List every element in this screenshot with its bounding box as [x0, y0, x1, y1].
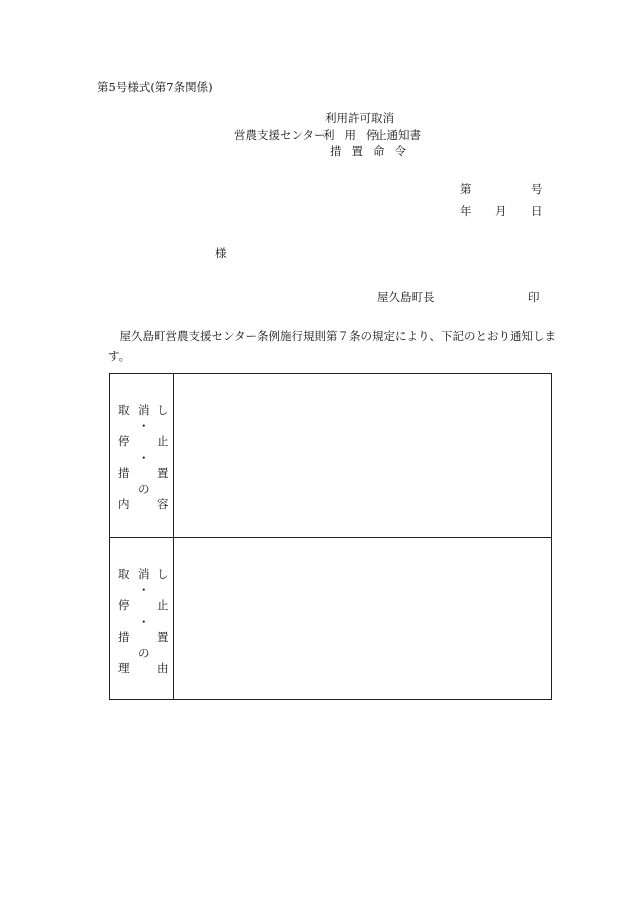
label-char: 消 [138, 567, 150, 581]
table-row [110, 538, 551, 700]
label-cell [110, 538, 174, 700]
label-dot: ・ [138, 419, 150, 433]
title-bottom-char: 置 [351, 144, 363, 158]
title-word: 用 [344, 128, 356, 142]
content-cell[interactable] [175, 538, 551, 700]
title-word: 停 [366, 128, 378, 142]
label-char: 措 [118, 630, 130, 644]
number-go: 号 [531, 182, 543, 196]
title-suffix: 止通知書 [375, 128, 421, 142]
details-table [109, 373, 552, 700]
label-char: 理 [118, 661, 130, 675]
label-char: 置 [157, 466, 169, 480]
label-char: 止 [157, 434, 169, 448]
form-number: 第5号様式(第7条関係) [97, 80, 213, 94]
label-char: 置 [157, 630, 169, 644]
label-cell [110, 374, 174, 537]
title-bottom-char: 令 [394, 144, 406, 158]
label-dot: ・ [138, 583, 150, 597]
label-char: 容 [157, 497, 169, 511]
label-char: 取 [118, 403, 130, 417]
label-char: 消 [138, 403, 150, 417]
date-month: 月 [495, 204, 507, 218]
sender-title: 屋久島町長 [377, 290, 435, 304]
label-char: し [157, 567, 169, 581]
table-row [110, 374, 551, 538]
date-year: 年 [460, 204, 472, 218]
title-top-line: 利用許可取消 [325, 111, 394, 125]
label-char: の [138, 482, 150, 496]
title-bottom-line [330, 143, 416, 159]
seal-mark: 印 [528, 290, 540, 304]
label-dot: ・ [138, 615, 150, 629]
label-char: 由 [157, 661, 169, 675]
label-char: の [138, 646, 150, 660]
title-bottom-char: 措 [330, 144, 342, 158]
title-bottom-char: 命 [373, 144, 385, 158]
content-cell[interactable] [175, 374, 551, 537]
label-char: 取 [118, 567, 130, 581]
title-word: 利 [323, 128, 335, 142]
label-char: 内 [118, 497, 130, 511]
label-dot: ・ [138, 451, 150, 465]
title-prefix: 営農支援センター [234, 128, 326, 142]
label-char: 措 [118, 466, 130, 480]
number-dai: 第 [460, 182, 472, 196]
label-char: し [157, 403, 169, 417]
body-text: 屋久島町営農支援センター条例施行規則第７条の規定により、下記のとおり通知します。 [108, 329, 557, 363]
date-day: 日 [531, 204, 543, 218]
label-char: 止 [157, 598, 169, 612]
label-char: 停 [118, 434, 130, 448]
label-char: 停 [118, 598, 130, 612]
addressee-suffix: 様 [215, 246, 227, 260]
